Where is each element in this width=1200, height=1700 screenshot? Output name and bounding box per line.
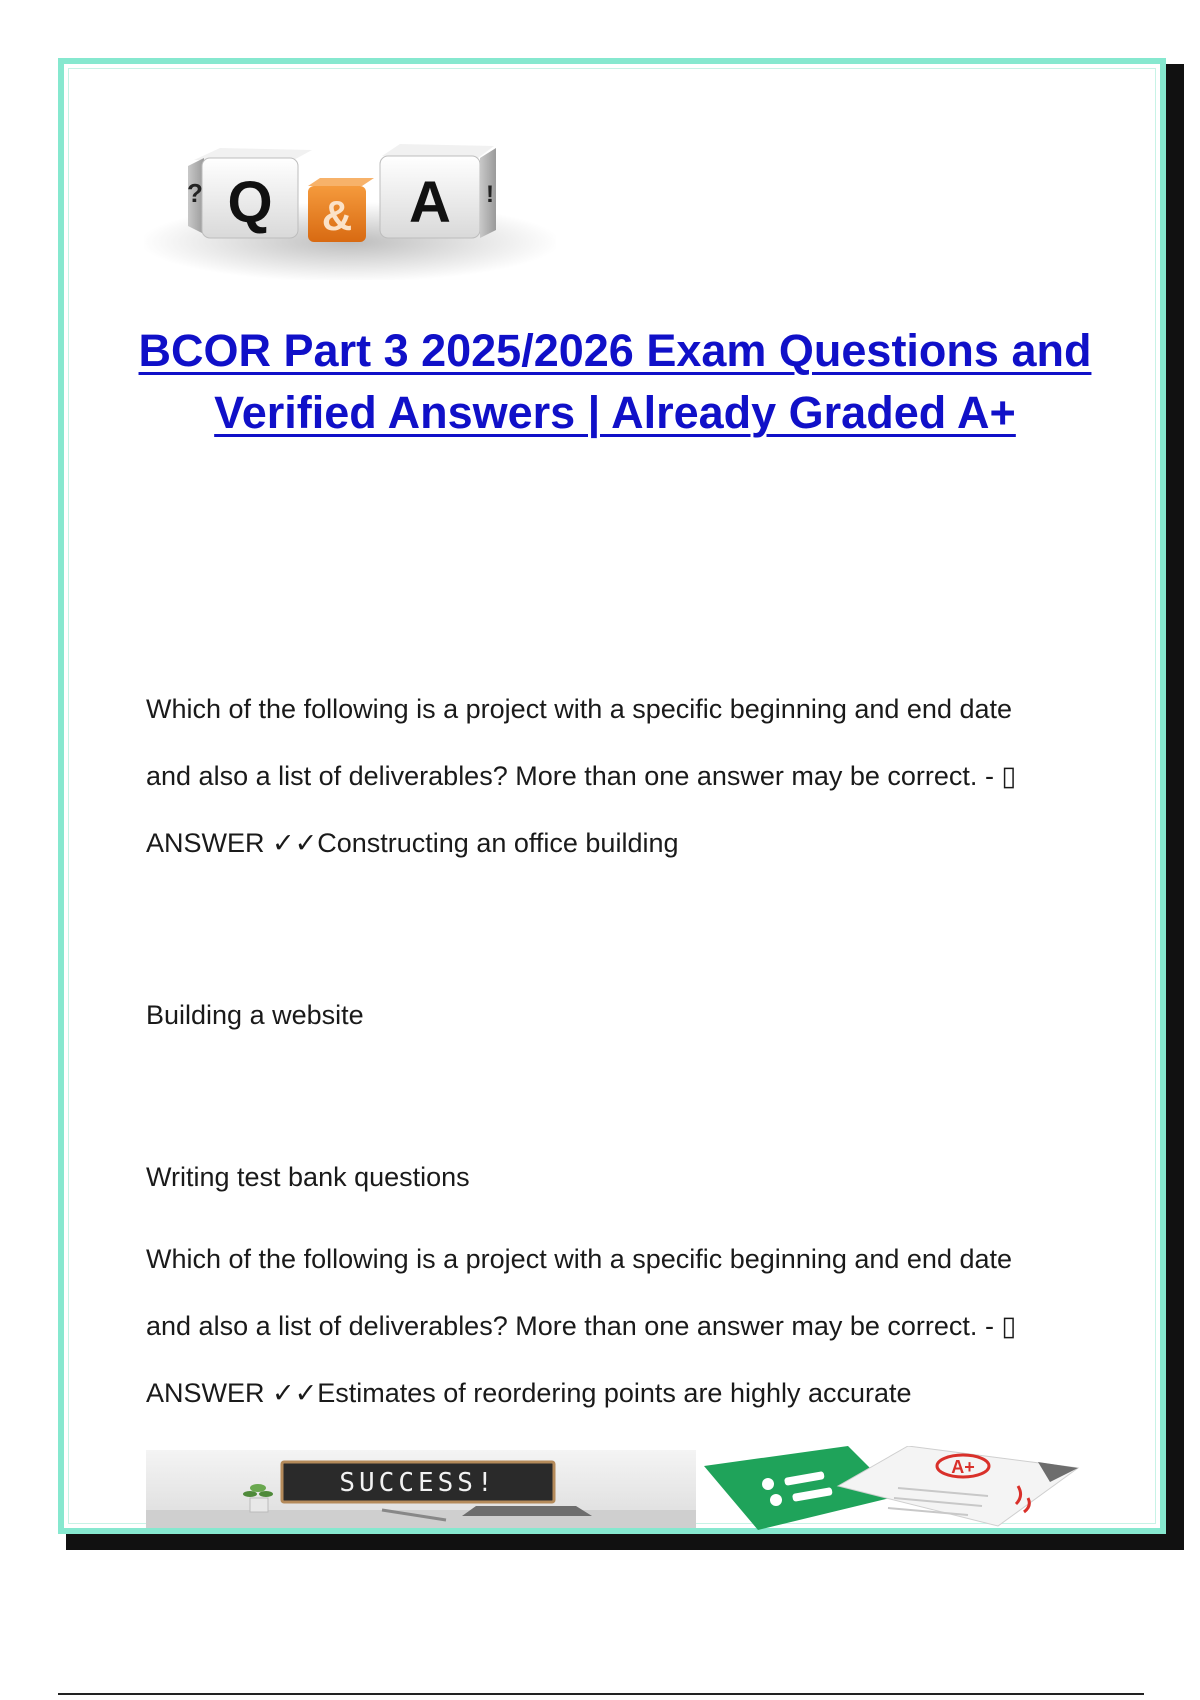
option-text: Building a website — [146, 1000, 364, 1030]
laptop — [462, 1506, 592, 1516]
question-line-1: Which of the following is a project with a specific beginning and end date — [146, 1244, 1013, 1274]
document-title[interactable]: BCOR Part 3 2025/2026 Exam Questions and Verified Answers | Already Graded A+ — [138, 325, 1092, 438]
a-die — [380, 144, 496, 238]
graded-paper-icon — [838, 1446, 1078, 1526]
graded-paper-image — [698, 1446, 1084, 1530]
logo-amp: & — [321, 192, 353, 239]
success-text: SUCCESS! — [339, 1468, 497, 1498]
svg-text:?: ? — [187, 178, 203, 208]
grade-text: A+ — [951, 1457, 975, 1477]
logo-a-letter: A — [409, 170, 451, 235]
svg-text:!: ! — [486, 181, 494, 208]
question-block-2 — [146, 1226, 1066, 1427]
question-block-1 — [146, 676, 1066, 877]
option-text: Writing test bank questions — [146, 1162, 470, 1192]
qa-dice-logo — [144, 130, 556, 280]
footer-rule — [58, 1693, 1144, 1695]
question-line-2: and also a list of deliverables? More than one answer may be correct. - ▯ — [146, 1311, 1017, 1341]
logo-q-letter: Q — [227, 170, 273, 235]
answer-line: ANSWER ✓✓Estimates of reordering points are highly accurate — [146, 1378, 912, 1408]
question-line-1: Which of the following is a project with a specific beginning and end date — [146, 694, 1013, 724]
question-line-2: and also a list of deliverables? More than one answer may be correct. - ▯ — [146, 761, 1017, 791]
q-die — [187, 148, 312, 238]
amp-die — [308, 178, 374, 242]
success-banner-image — [146, 1450, 696, 1528]
answer-line: ANSWER ✓✓Constructing an office building — [146, 828, 679, 858]
